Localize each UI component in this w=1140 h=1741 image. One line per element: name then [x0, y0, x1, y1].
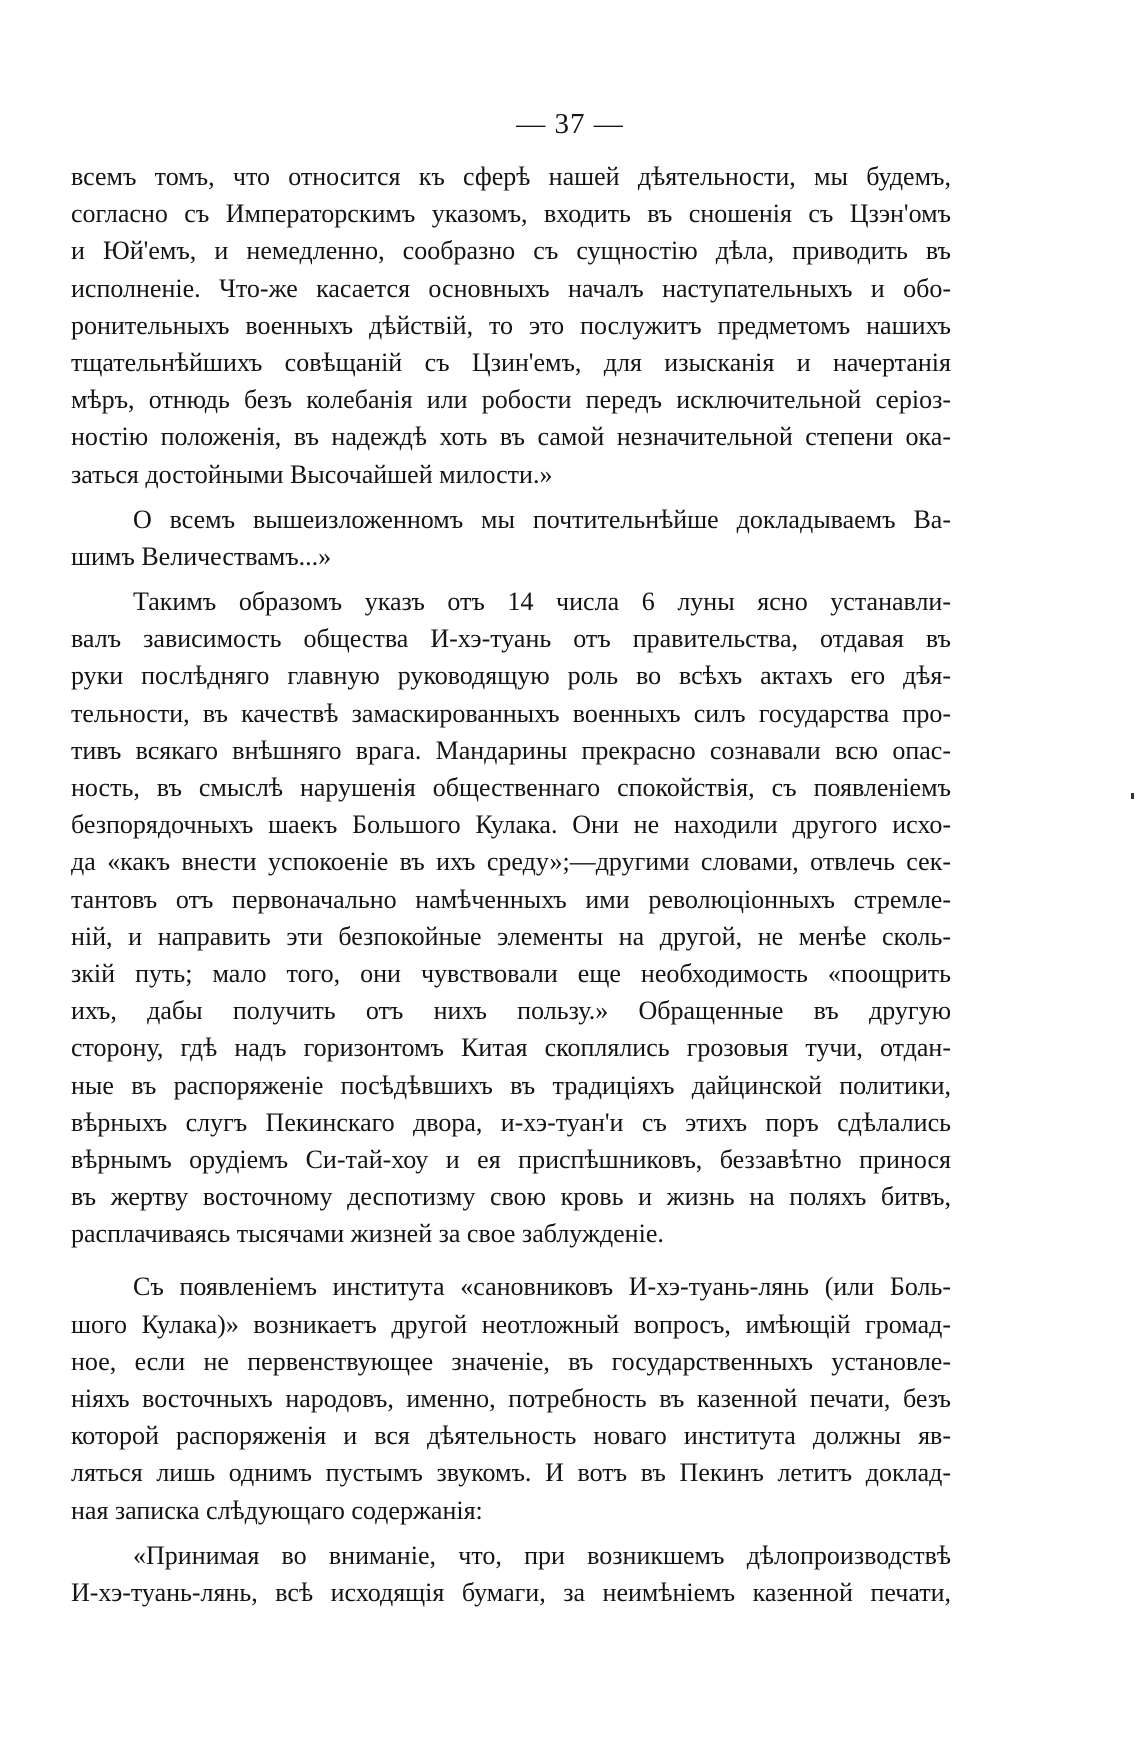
paragraph [71, 1537, 951, 1611]
text-line: шого Кулака)» возникаетъ другой неотложный вопросъ, имѣющій громад- [71, 1309, 951, 1339]
paragraph [71, 501, 951, 575]
text-line: безпорядочныхъ шаекъ Большого Кулака. Они не находили другого исхо- [71, 810, 951, 840]
margin-speck [1131, 793, 1134, 799]
text-line: «Принимая во вниманіе, что, при возникшемъ дѣлопроизводствѣ [133, 1540, 951, 1570]
text-line: И-хэ-туань-лянь, всѣ исходящія бумаги, за неимѣніемъ казенной печати, [71, 1577, 951, 1607]
text-line: валъ зависимость общества И-хэ-туань отъ правительства, отдавая въ [71, 624, 951, 654]
text-line: Такимъ образомъ указъ отъ 14 числа 6 луны ясно устанавли- [133, 587, 951, 617]
text-line: ляться лишь однимъ пустымъ звукомъ. И вотъ въ Пекинъ летитъ доклад- [71, 1458, 951, 1488]
body-text [71, 158, 951, 1611]
text-line: ные въ распоряженіе посѣдѣвшихъ въ традиціяхъ дайцинской политики, [71, 1070, 951, 1100]
text-line: мѣръ, отнюдь безъ колебанія или робости передъ исключительной серіоз- [71, 385, 951, 415]
text-line: ронительныхъ военныхъ дѣйствій, то это послужитъ предметомъ нашихъ [71, 310, 951, 340]
text-line: всемъ томъ, что относится къ сферѣ нашей дѣятельности, мы будемъ, [71, 162, 951, 191]
text-line: ность, въ смыслѣ нарушенія общественнаго спокойствія, съ появленіемъ [71, 773, 951, 802]
text-line: сторону, гдѣ надъ горизонтомъ Китая скоплялись грозовыя тучи, отдан- [71, 1033, 951, 1063]
paragraph [71, 1268, 951, 1528]
text-line: руки послѣдняго главную руководящую роль во всѣхъ актахъ его дѣя- [71, 661, 951, 691]
text-line: Съ появленіемъ института «сановниковъ И-хэ-туань-лянь (или Боль- [133, 1272, 951, 1302]
text-line: и Юй'емъ, и немедленно, сообразно съ сущностію дѣла, приводить въ [71, 236, 951, 266]
text-line: О всемъ вышеизложенномъ мы почтительнѣйше докладываемъ Ва- [133, 504, 951, 534]
text-line: заться достойными Высочайшей милости.» [71, 459, 553, 489]
paragraph [71, 583, 951, 1252]
page-number: — 37 — [516, 108, 624, 140]
text-line: расплачиваясь тысячами жизней за свое заблужденіе. [71, 1219, 664, 1249]
text-line: согласно съ Императорскимъ указомъ, входить въ сношенія съ Цзэн'омъ [71, 199, 951, 229]
text-line: которой распоряженія и вся дѣятельность новаго института должны яв- [71, 1421, 951, 1451]
text-line: шимъ Величествамъ...» [71, 541, 332, 571]
text-line: вѣрнымъ орудіемъ Си-тай-хоу и ея приспѣшниковъ, беззавѣтно принося [71, 1144, 951, 1174]
text-line: исполненіе. Что-же касается основныхъ началъ наступательныхъ и обо- [71, 273, 951, 303]
text-line: ная записка слѣдующаго содержанія: [71, 1495, 483, 1525]
text-line: ній, и направить эти безпокойные элементы на другой, не менѣе сколь- [71, 921, 951, 951]
text-line: тантовъ отъ первоначально намѣченныхъ ими революціонныхъ стремле- [71, 884, 951, 914]
text-line: вѣрныхъ слугъ Пекинскаго двора, и-хэ-туан'и съ этихъ поръ сдѣлались [71, 1107, 951, 1137]
text-line: въ жертву восточному деспотизму свою кровь и жизнь на поляхъ битвъ, [71, 1182, 951, 1212]
text-line: ихъ, дабы получить отъ нихъ пользу.» Обращенные въ другую [71, 996, 951, 1026]
text-line: ніяхъ восточныхъ народовъ, именно, потребность въ казенной печати, безъ [71, 1384, 951, 1413]
paragraph [71, 158, 951, 493]
text-line: ное, если не первенствующее значеніе, въ государственныхъ установле- [71, 1346, 951, 1376]
text-line: тивъ всякаго внѣшняго врага. Мандарины прекрасно сознавали всю опас- [71, 735, 951, 765]
text-line: тщательнѣйшихъ совѣщаній съ Цзин'емъ, для изысканія и начертанія [71, 347, 951, 377]
text-line: ностію положенія, въ надеждѣ хоть въ самой незначительной степени ока- [71, 422, 951, 452]
text-line: тельности, въ качествѣ замаскированныхъ военныхъ силъ государства про- [71, 698, 951, 728]
text-line: зкій путь; мало того, они чувствовали еще необходимость «поощрить [71, 958, 951, 988]
text-line: да «какъ внести успокоеніе въ ихъ среду»;—другими словами, отвлечь сек- [71, 847, 951, 877]
